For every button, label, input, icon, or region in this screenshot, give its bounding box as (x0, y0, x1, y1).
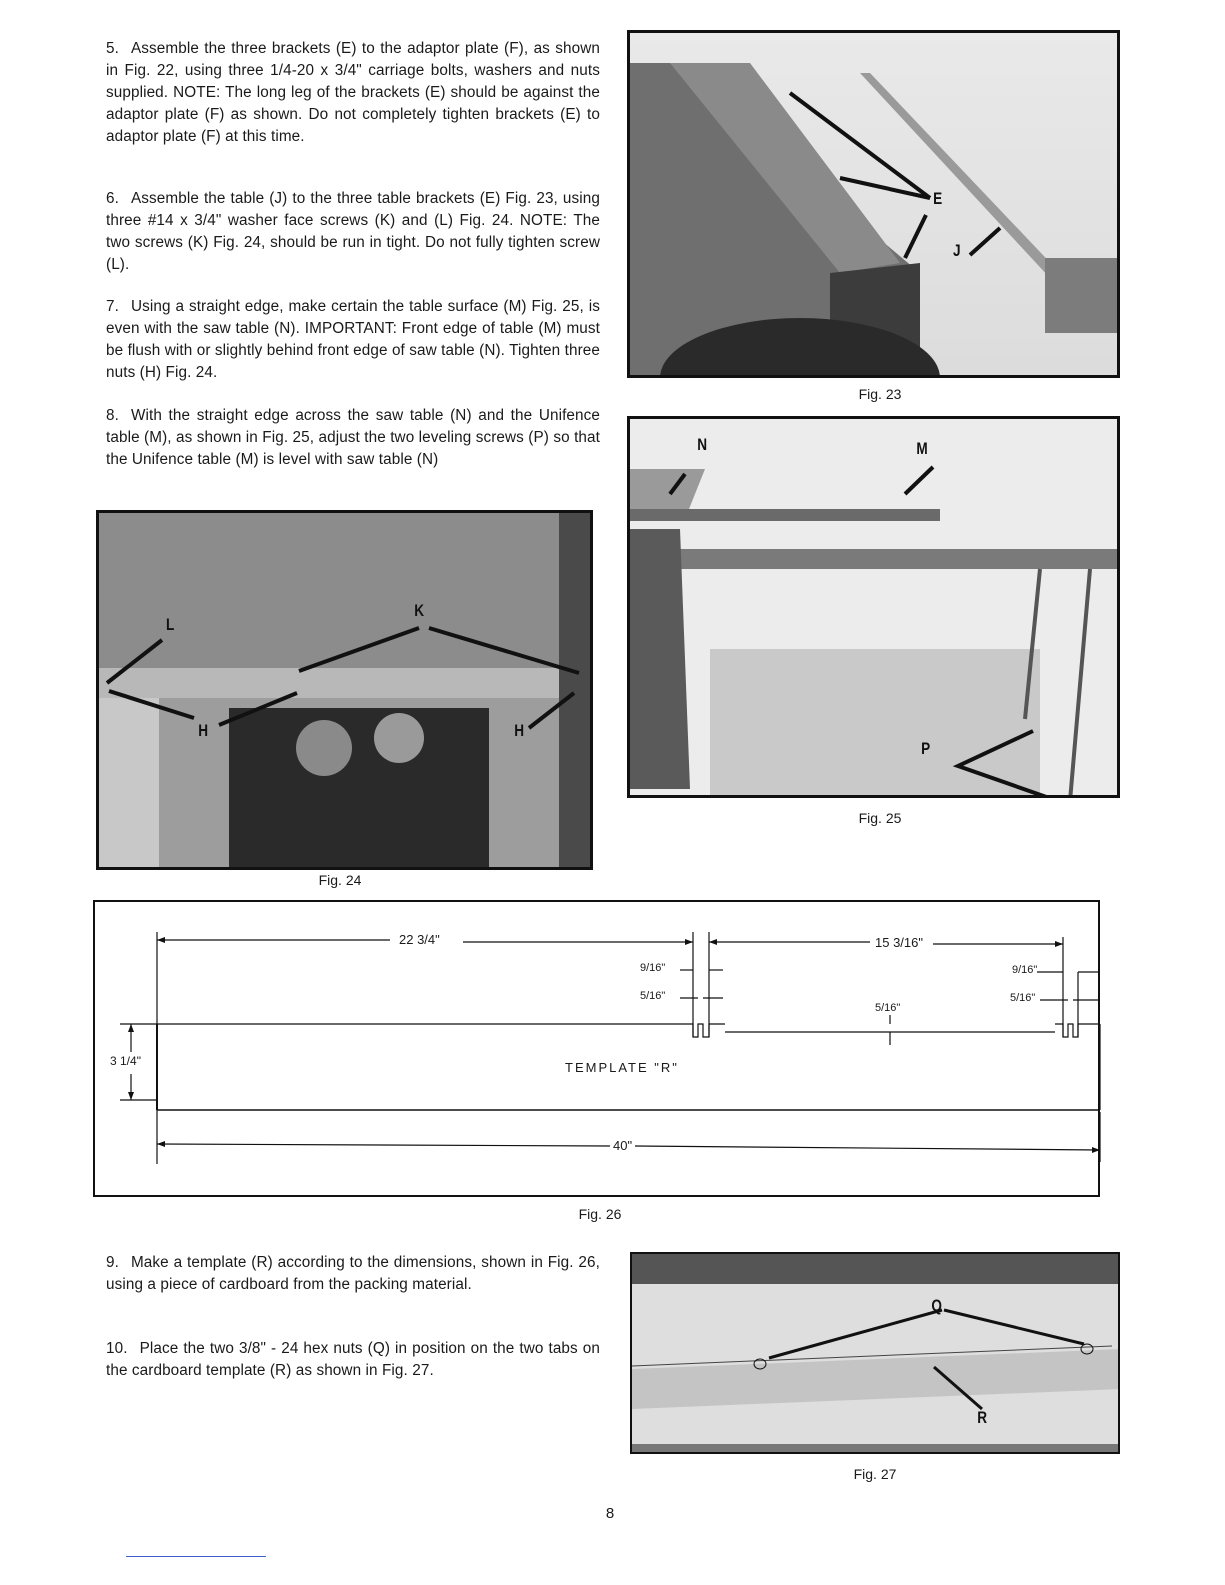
callout-n: N (697, 435, 708, 454)
step-number: 10. (106, 1340, 128, 1357)
dim-15-3-16: 15 3/16" (875, 935, 923, 950)
step-7 (106, 296, 600, 384)
dim-40: 40" (613, 1138, 633, 1153)
callout-h-left: H (198, 721, 209, 740)
callout-k: K (414, 601, 425, 620)
fig27-illustration (632, 1254, 1120, 1454)
callout-j: J (952, 241, 961, 260)
step-number: 5. (106, 40, 119, 57)
footer-rule (126, 1556, 266, 1557)
step-8 (106, 405, 600, 471)
step-5 (106, 38, 600, 148)
dim-5-16-b: 5/16" (1010, 992, 1036, 1004)
step-text: Assemble the table (J) to the three table brackets (E) Fig. 23, using three #14 x 3/4" washer face screws (K) and (L) Fig. 24. NOTE: The two screws (K) Fig. 24, should be run in tight. Do not fully tighten screw (L). (106, 190, 600, 273)
fig26-dimension-lines (95, 902, 1102, 1199)
step-text: Place the two 3/8" - 24 hex nuts (Q) in position on the two tabs on the cardboard template (R) as shown in Fig. 27. (106, 1340, 600, 1379)
fig23-caption: Fig. 23 (858, 386, 902, 402)
step-number: 9. (106, 1254, 119, 1271)
callout-p: P (921, 739, 931, 758)
template-label: TEMPLATE "R" (565, 1060, 679, 1075)
fig26-template-drawing (93, 900, 1100, 1197)
callout-h-right: H (514, 721, 525, 740)
fig23-illustration (630, 33, 1120, 378)
dim-22-3-4: 22 3/4" (399, 932, 440, 947)
dim-5-16-tab: 5/16" (875, 1002, 901, 1014)
step-text: Using a straight edge, make certain the table surface (M) Fig. 25, is even with the saw table (N). IMPORTANT: Front edge of table (M) must be flush with or slightly behind front edge of saw table (N). Tighten three nuts (H) Fig. 24. (106, 298, 600, 381)
fig24-caption: Fig. 24 (318, 872, 362, 888)
fig26-caption: Fig. 26 (578, 1206, 622, 1222)
step-number: 7. (106, 298, 119, 315)
fig25-illustration (630, 419, 1120, 798)
step-10 (106, 1338, 600, 1382)
fig24-illustration (99, 513, 593, 870)
fig23-photo (627, 30, 1120, 378)
fig24-photo (96, 510, 593, 870)
dim-3-1-4: 3 1/4" (110, 1054, 141, 1068)
callout-e: E (933, 189, 943, 208)
callout-q: Q (931, 1296, 942, 1315)
callout-r: R (977, 1408, 988, 1427)
step-text: Make a template (R) according to the dimensions, shown in Fig. 26, using a piece of cardboard from the packing material. (106, 1254, 600, 1293)
step-text: Assemble the three brackets (E) to the adaptor plate (F), as shown in Fig. 22, using three 1/4-20 x 3/4" carriage bolts, washers and nuts supplied. NOTE: The long leg of the brackets (E) should be against the adaptor plate (F) as shown. Do not completely tighten brackets (E) to adaptor plate (F) at this time. (106, 40, 600, 145)
step-9 (106, 1252, 600, 1296)
dim-9-16-b: 9/16" (1012, 964, 1038, 976)
step-number: 8. (106, 407, 119, 424)
page-number: 8 (605, 1505, 615, 1522)
dim-9-16-a: 9/16" (640, 962, 666, 974)
dim-5-16-a: 5/16" (640, 990, 666, 1002)
step-number: 6. (106, 190, 119, 207)
fig27-caption: Fig. 27 (853, 1466, 897, 1482)
step-text: With the straight edge across the saw table (N) and the Unifence table (M), as shown in Fig. 25, adjust the two leveling screws (P) so that the Unifence table (M) is level with saw table (N) (106, 407, 600, 468)
fig25-caption: Fig. 25 (858, 810, 902, 826)
fig25-photo (627, 416, 1120, 798)
callout-m: M (916, 439, 928, 458)
step-6 (106, 188, 600, 276)
fig27-photo (630, 1252, 1120, 1454)
callout-l: L (166, 615, 175, 634)
